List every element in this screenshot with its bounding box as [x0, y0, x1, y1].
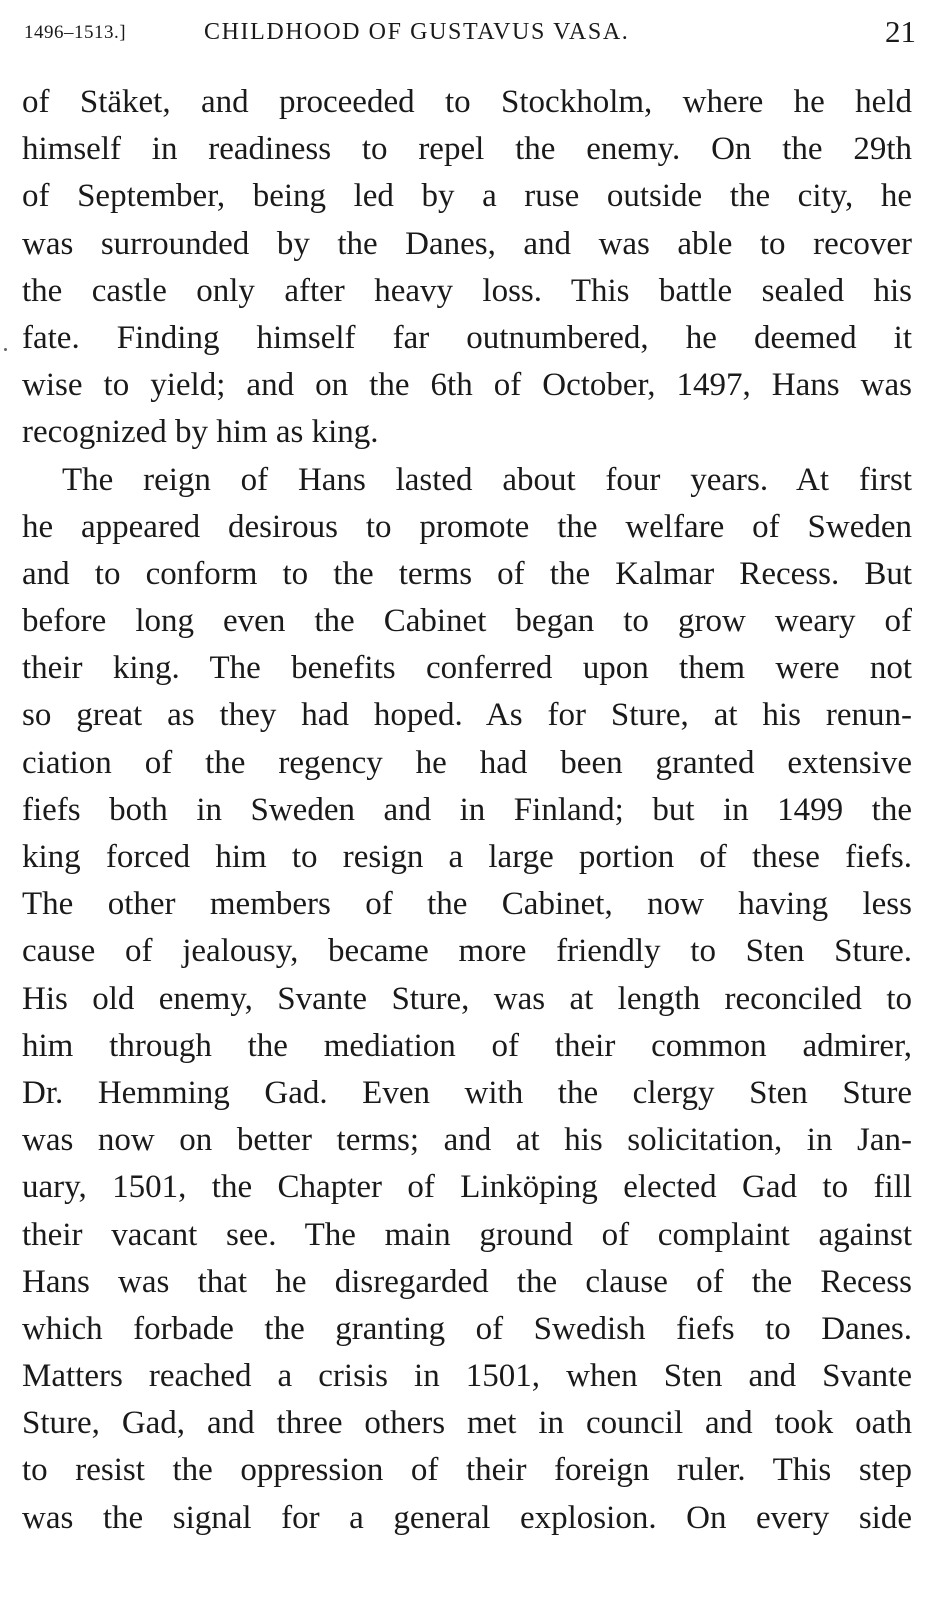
text-line: was now on better terms; and at his solicitation, in Jan- [22, 1122, 912, 1159]
text-line: wise to yield; and on the 6th of October, 1497, Hans was [22, 367, 912, 404]
text-line: of Stäket, and proceeded to Stockholm, where he held [22, 84, 912, 120]
text-line: recognized by him as king. [22, 414, 379, 451]
text-line: fiefs both in Sweden and in Finland; but in 1499 the [22, 791, 912, 828]
text-line: was surrounded by the Danes, and was able to recover [22, 225, 912, 262]
text-line: The other members of the Cabinet, now having less [22, 886, 912, 923]
text-line: so great as they had hoped. As for Sture, at his renun- [22, 697, 912, 734]
text-line: Hans was that he disregarded the clause of the Recess [22, 1263, 912, 1300]
text-line: which forbade the granting of Swedish fiefs to Danes. [22, 1310, 912, 1347]
text-line: ciation of the regency he had been granted extensive [22, 744, 912, 781]
text-line: His old enemy, Svante Sture, was at length reconciled to [22, 980, 912, 1017]
text-line: him through the mediation of their common admirer, [22, 1027, 912, 1064]
text-line: and to conform to the terms of the Kalmar Recess. But [22, 555, 912, 592]
paragraph-2 [22, 457, 912, 1542]
text-line: uary, 1501, the Chapter of Linköping elected Gad to fill [22, 1169, 912, 1206]
text-line: of September, being led by a ruse outside the city, he [22, 178, 912, 215]
text-line: himself in readiness to repel the enemy. On the 29th [22, 131, 912, 168]
text-line: Sture, Gad, and three others met in council and took oath [22, 1405, 912, 1442]
text-line: Matters reached a crisis in 1501, when Sten and Svante [22, 1358, 912, 1395]
text-line: Dr. Hemming Gad. Even with the clergy Sten Sture [22, 1074, 912, 1111]
text-line: fate. Finding himself far outnumbered, he deemed it [22, 319, 912, 356]
header-date-range: 1496–1513.] [24, 22, 127, 43]
text-line: The reign of Hans lasted about four years. At first [62, 461, 912, 498]
text-line: was the signal for a general explosion. On every side [22, 1499, 912, 1536]
paragraph-1 [22, 79, 912, 457]
page-number: 21 [885, 14, 916, 49]
header-chapter-title: CHILDHOOD OF GUSTAVUS VASA. [204, 19, 630, 45]
margin-speck [4, 348, 7, 351]
text-line: their vacant see. The main ground of complaint against [22, 1216, 912, 1253]
text-line: he appeared desirous to promote the welfare of Sweden [22, 508, 912, 545]
text-line: king forced him to resign a large portion of these fiefs. [22, 839, 912, 875]
running-header [24, 14, 924, 58]
text-line: before long even the Cabinet began to grow weary of [22, 603, 912, 640]
text-line: their king. The benefits conferred upon them were not [22, 650, 912, 687]
text-line: to resist the oppression of their foreign ruler. This step [22, 1452, 912, 1489]
text-line: the castle only after heavy loss. This battle sealed his [22, 272, 912, 309]
text-line: cause of jealousy, became more friendly to Sten Sture. [22, 933, 912, 970]
page-body [22, 79, 912, 1542]
